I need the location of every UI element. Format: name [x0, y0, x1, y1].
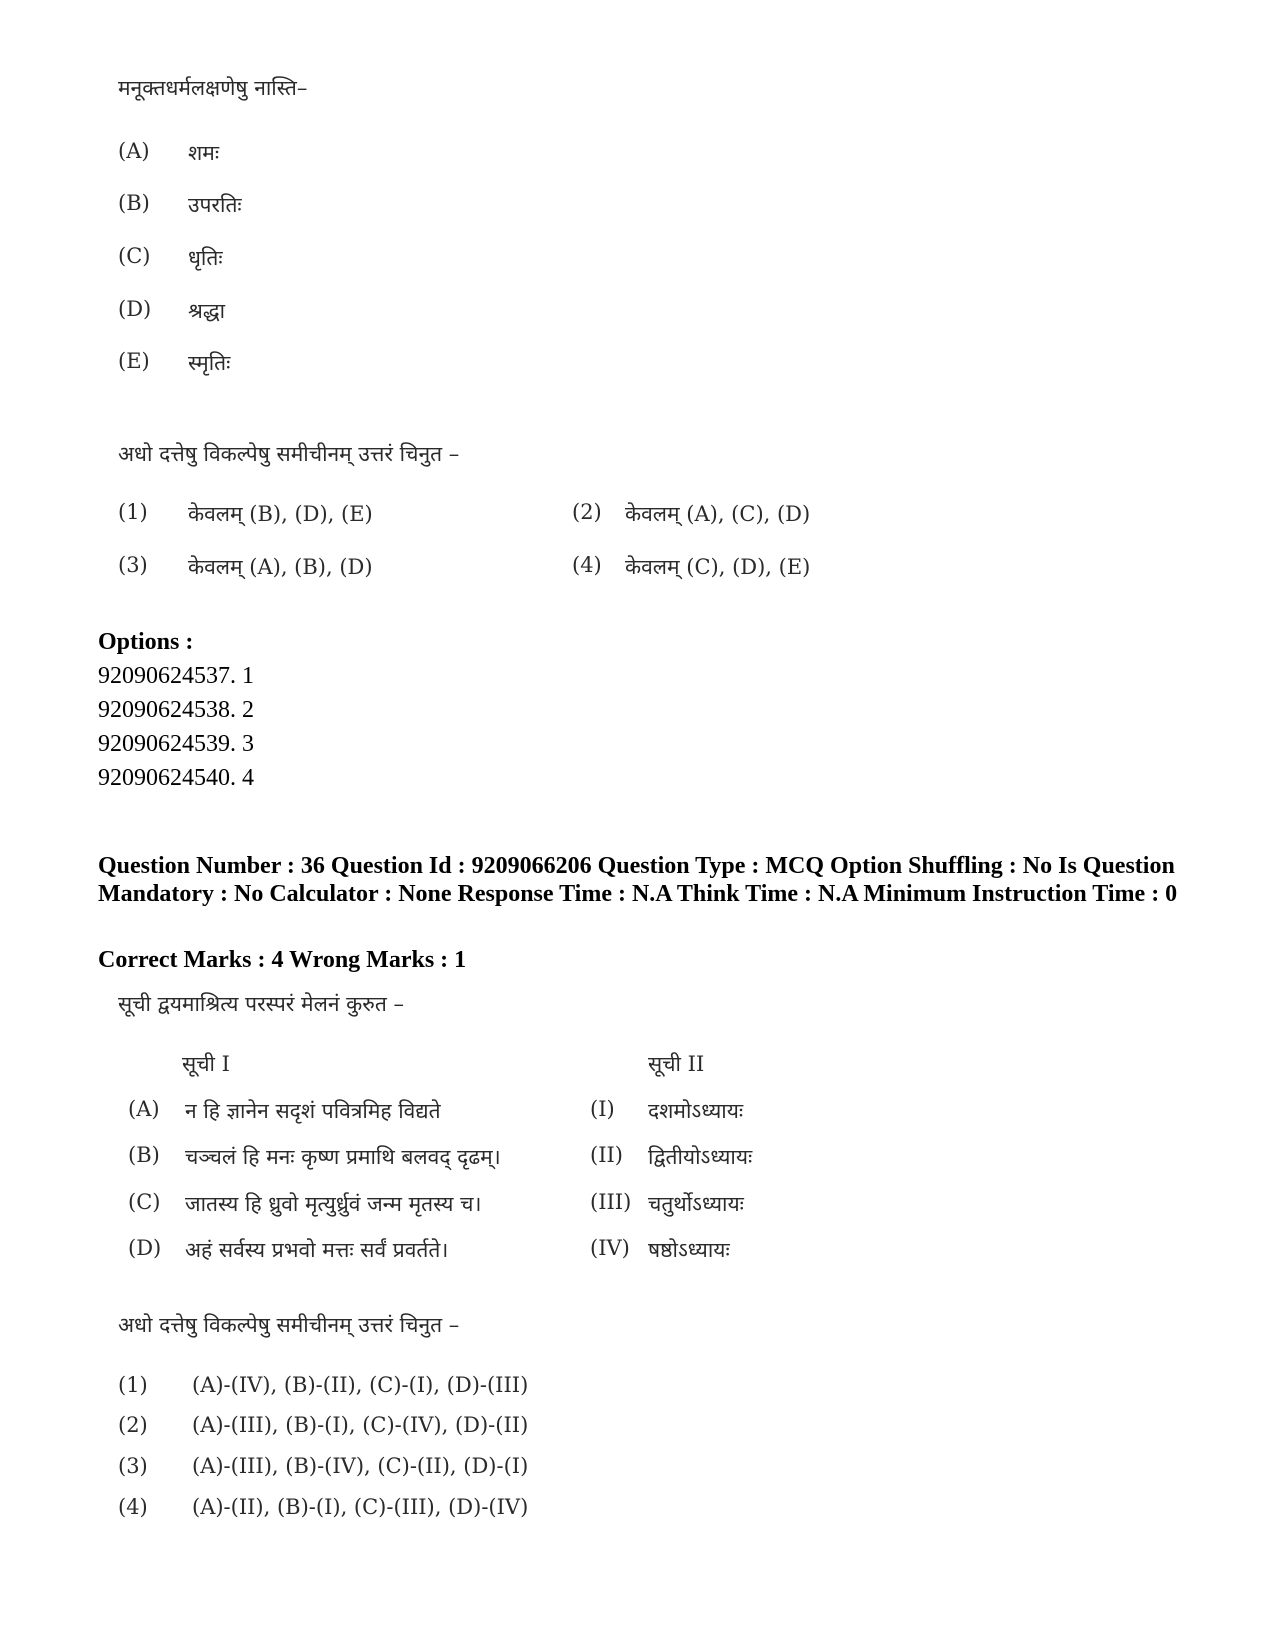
- q36-choice-text: (A)-(II), (B)-(I), (C)-(III), (D)-(IV): [192, 1495, 529, 1519]
- q36-choice-num: (4): [118, 1495, 148, 1519]
- list2-text: द्वितीयोऽध्यायः: [648, 1145, 753, 1169]
- q35-item-label: (B): [118, 191, 150, 215]
- list1-header: सूची I: [182, 1052, 230, 1076]
- list1-text: अहं सर्वस्य प्रभवो मत्तः सर्वं प्रवर्तते।: [185, 1238, 449, 1262]
- q35-choice-num: (2): [572, 500, 602, 524]
- q36-instruction: अधो दत्तेषु विकल्पेषु समीचीनम् उत्तरं चिनुत –: [118, 1313, 460, 1337]
- question-meta: Question Number : 36 Question Id : 9209066206 Question Type : MCQ Option Shuffling : No Is Question Mandatory : No Calculator : None Response Time : N.A Think Time : N.A Minimum Instruction Time : 0: [98, 853, 1178, 907]
- q35-choice-num: (4): [572, 553, 602, 577]
- q35-choice-text: केवलम् (C), (D), (E): [625, 555, 811, 579]
- list1-label: (D): [128, 1236, 162, 1260]
- option-id: 92090624539. 3: [98, 731, 254, 757]
- q35-choice-num: (3): [118, 553, 148, 577]
- q36-choice-num: (1): [118, 1373, 148, 1397]
- list2-text: दशमोऽध्यायः: [648, 1099, 744, 1123]
- q35-item-label: (D): [118, 297, 152, 321]
- list2-label: (III): [590, 1190, 632, 1214]
- q35-choice-text: केवलम् (B), (D), (E): [188, 502, 373, 526]
- q36-choice-num: (3): [118, 1454, 148, 1478]
- q35-stem: मनूक्तधर्मलक्षणेषु नास्ति–: [118, 76, 308, 100]
- q35-item-text: धृतिः: [188, 246, 223, 270]
- q35-item-label: (C): [118, 244, 151, 268]
- q35-choice-num: (1): [118, 500, 148, 524]
- list2-text: षष्ठोऽध्यायः: [648, 1238, 730, 1262]
- list2-header: सूची II: [648, 1052, 705, 1076]
- q35-item-text: शमः: [188, 141, 220, 165]
- q35-item-text: स्मृतिः: [188, 351, 231, 375]
- option-id: 92090624538. 2: [98, 697, 254, 723]
- option-id: 92090624540. 4: [98, 765, 254, 791]
- list1-label: (B): [128, 1143, 160, 1167]
- question-marks: Correct Marks : 4 Wrong Marks : 1: [98, 947, 467, 973]
- list2-label: (IV): [590, 1236, 630, 1260]
- q35-instruction: अधो दत्तेषु विकल्पेषु समीचीनम् उत्तरं चिनुत –: [118, 442, 460, 466]
- list1-text: न हि ज्ञानेन सदृशं पवित्रमिह विद्यते: [185, 1099, 441, 1123]
- q35-item-label: (E): [118, 349, 150, 373]
- list1-label: (A): [128, 1097, 160, 1121]
- q35-item-text: श्रद्धा: [188, 299, 226, 323]
- q36-choice-text: (A)-(IV), (B)-(II), (C)-(I), (D)-(III): [192, 1373, 529, 1397]
- q35-choice-text: केवलम् (A), (B), (D): [188, 555, 373, 579]
- list2-text: चतुर्थोऽध्यायः: [648, 1192, 744, 1216]
- q36-choice-num: (2): [118, 1413, 148, 1437]
- q35-item-label: (A): [118, 139, 150, 163]
- q36-stem: सूची द्वयमाश्रित्य परस्परं मेलनं कुरुत –: [118, 992, 404, 1016]
- q36-choice-text: (A)-(III), (B)-(IV), (C)-(II), (D)-(I): [192, 1454, 529, 1478]
- list1-label: (C): [128, 1190, 161, 1214]
- q35-choice-text: केवलम् (A), (C), (D): [625, 502, 811, 526]
- q36-choice-text: (A)-(III), (B)-(I), (C)-(IV), (D)-(II): [192, 1413, 529, 1437]
- list2-label: (II): [590, 1143, 623, 1167]
- q35-item-text: उपरतिः: [188, 193, 242, 217]
- list1-text: चञ्चलं हि मनः कृष्ण प्रमाथि बलवद् दृढम्।: [185, 1145, 501, 1169]
- list1-text: जातस्य हि ध्रुवो मृत्युर्ध्रुवं जन्म मृतस्य च।: [185, 1192, 482, 1216]
- options-heading: Options :: [98, 629, 194, 655]
- option-id: 92090624537. 1: [98, 663, 254, 689]
- list2-label: (I): [590, 1097, 615, 1121]
